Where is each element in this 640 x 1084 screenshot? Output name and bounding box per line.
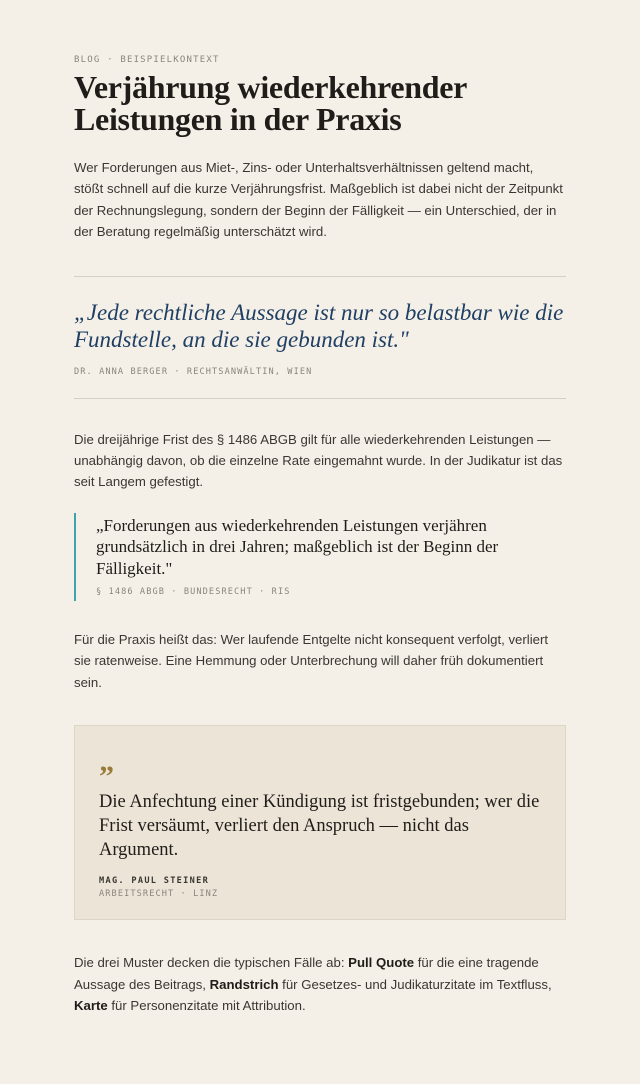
randstrich-quote [74,513,566,601]
outro-paragraph [74,952,566,1016]
outro-term-karte: Karte [74,998,108,1014]
pull-quote-attribution: DR. ANNA BERGER · RECHTSANWÄLTIN, WIEN [74,366,313,377]
quote-card [74,725,566,920]
outro-text-3: für Gesetzes- und Judikaturzitate im Textfluss, [278,976,552,992]
page-title: Verjährung wiederkehrender Leistungen in der Praxis [74,69,467,137]
pull-quote-text: „Jede rechtliche Aussage ist nur so belastbar wie die Fundstelle, an die sie gebunden ist." [74,299,564,352]
outro-text-2: für die eine tragende Aussage des Beitrags, [74,955,539,992]
article [74,0,566,1017]
body-paragraph-2: Für die Praxis heißt das: Wer laufende Entgelte nicht konsequent verfolgt, verliert sie ratenweise. Eine Hemmung oder Unterbrechung will daher früh dokumentiert sein. [74,632,549,690]
quote-card-author: MAG. PAUL STEINER [99,876,210,887]
divider-bottom [74,398,566,399]
kicker: BLOG · BEISPIELKONTEXT [74,55,220,65]
quote-mark-icon: ” [99,760,114,794]
pull-quote [74,277,566,377]
outro-term-pull-quote: Pull Quote [348,955,415,971]
quote-card-role: ARBEITSRECHT · LINZ [99,889,219,900]
outro-text-1: Die drei Muster decken die typischen Fälle ab: [74,955,349,971]
outro-text-4: für Personenzitate mit Attribution. [107,998,306,1014]
intro-paragraph: Wer Forderungen aus Miet-, Zins- oder Unterhaltsverhältnissen geltend macht, stößt schnell auf die kurze Verjährungsfrist. Maßgeblich ist dabei nicht der Zeitpunkt der Rechnungslegung, sondern der Beginn der Fälligkeit — ein Unterschied, der in der Beratung regelmäßig unterschätzt wird. [74,160,563,240]
outro-term-randstrich: Randstrich [209,976,279,992]
randstrich-source: § 1486 ABGB · BUNDESRECHT · RIS [96,587,291,598]
quote-card-text: Die Anfechtung einer Kündigung ist fristgebunden; wer die Frist versäumt, verliert den Anspruch — nicht das Argument. [99,792,540,861]
body-paragraph-1: Die dreijährige Frist des § 1486 ABGB gilt für alle wiederkehrenden Leistungen — unabhängig davon, ob die einzelne Rate eingemahnt wurde. In der Judikatur ist das seit Langem gefestigt. [74,431,563,490]
randstrich-text: „Forderungen aus wiederkehrenden Leistungen verjähren grundsätzlich in drei Jahren; maßgeblich ist der Beginn der Fälligkeit." [96,515,499,578]
